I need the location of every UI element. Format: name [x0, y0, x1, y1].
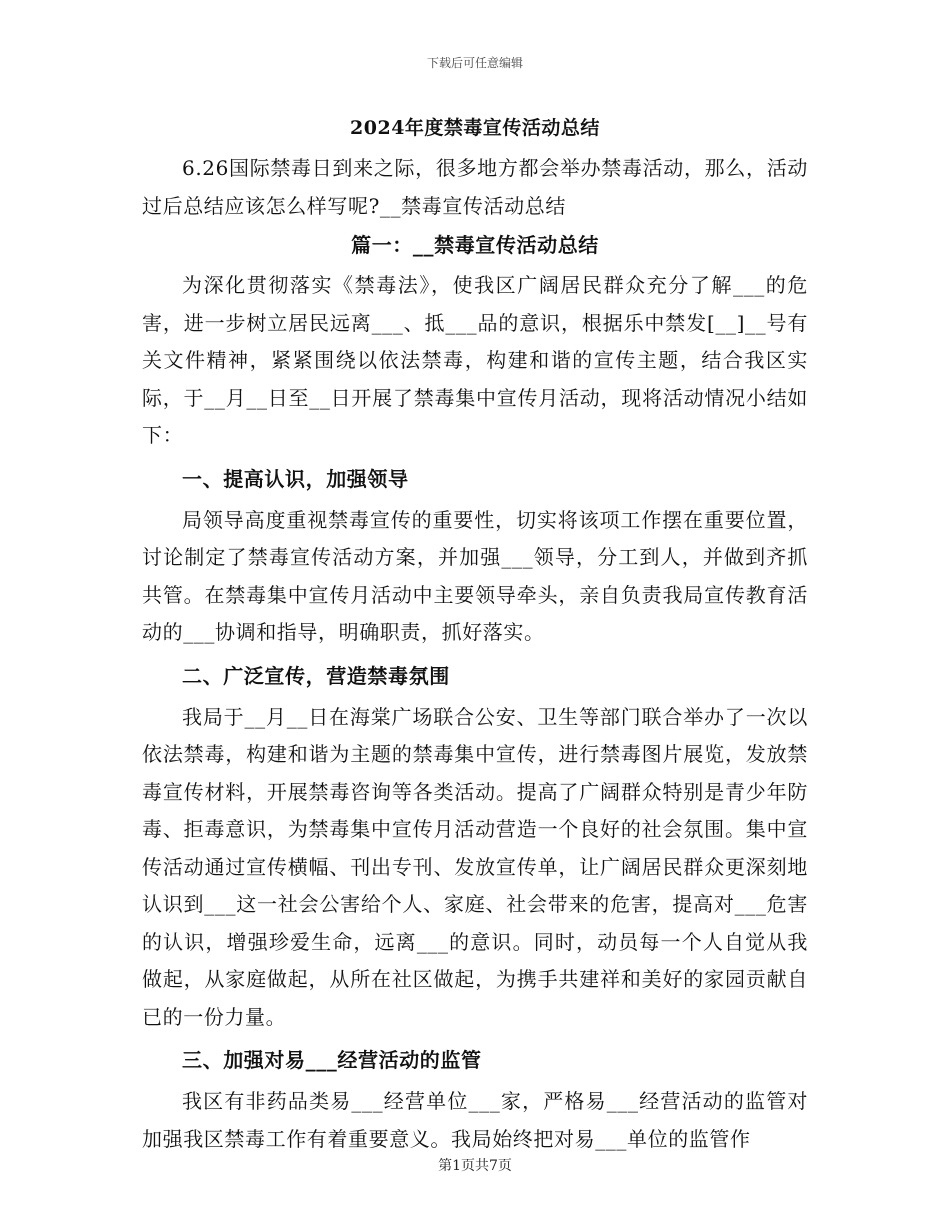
subheading-3: 三、加强对易___经营活动的监管: [182, 1048, 482, 1072]
paragraph-1: 为深化贯彻落实《禁毒法》，使我区广阔居民群众充分了解___的危害，进一步树立居民远离___、抵___品的意识，根据乐中禁发[__]__号有关文件精神，紧紧围绕以依法禁毒，构建和谐的宣传主题，结合我区实际，于__月__日至__日开展了禁毒集中宣传月活动，现将活动情况小结如下：: [142, 273, 808, 447]
document-title: 2024年度禁毒宣传活动总结: [350, 117, 600, 139]
subheading-1: 一、提高认识，加强领导: [182, 466, 409, 491]
paragraph-2: 局领导高度重视禁毒宣传的重要性，切实将该项工作摆在重要位置，讨论制定了禁毒宣传活动方案，并加强___领导，分工到人，并做到齐抓共管。在禁毒集中宣传月活动中主要领导牵头，亲自负责我局宣传教育活动的___协调和指导，明确职责，抓好落实。: [142, 507, 808, 644]
paragraph-4: 我区有非药品类易___经营单位___家，严格易___经营活动的监管对加强我区禁毒工作有着重要意义。我局始终把对易___单位的监管作: [142, 1089, 808, 1151]
header-note: 下载后可任意编辑: [426, 56, 523, 70]
document-body: [142, 112, 808, 1158]
section-heading: 篇一：__禁毒宣传活动总结: [351, 233, 599, 257]
paragraph-3: 我局于__月__日在海棠广场联合公安、卫生等部门联合举办了一次以依法禁毒，构建和谐为主题的禁毒集中宣传，进行禁毒图片展览，发放禁毒宣传材料，开展禁毒咨询等各类活动。提高了广阔群众特别是青少年防毒、拒毒意识，为禁毒集中宣传月活动营造一个良好的社会氛围。集中宣传活动通过宣传横幅、刊出专刊、发放宣传单，让广阔居民群众更深刻地认识到___这一社会公害给个人、家庭、社会带来的危害，提高对___危害的认识，增强珍爱生命，远离___的意识。同时，动员每一个人自觉从我做起，从家庭做起，从所在社区做起，为携手共建祥和美好的家园贡献自已的一份力量。: [142, 704, 808, 1029]
intro-paragraph: 6.26国际禁毒日到来之际，很多地方都会举办禁毒活动，那么，活动过后总结应该怎么样写呢?__禁毒宣传活动总结: [142, 156, 808, 218]
page-footer: 第1页共7页: [438, 1158, 512, 1174]
subheading-2: 二、广泛宣传，营造禁毒氛围: [182, 663, 450, 688]
